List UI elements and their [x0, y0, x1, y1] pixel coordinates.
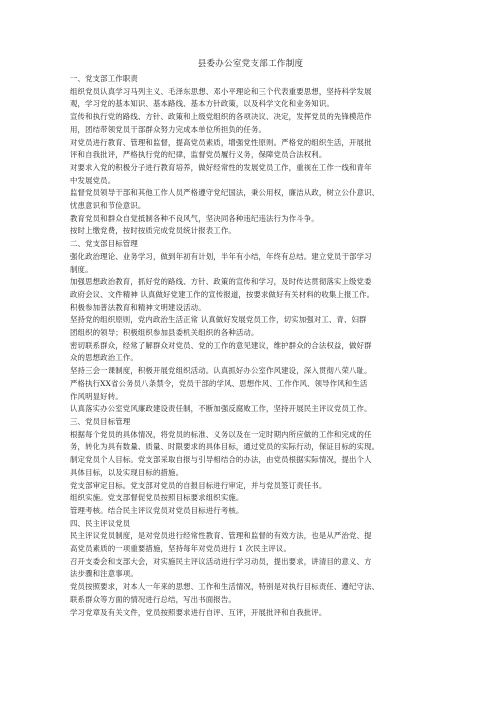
body-line: 强化政治理论、业务学习，做到年初有计划，半年有小结，年终有总结。建立党员干部学习	[70, 251, 372, 261]
body-line: 务，转化为具有数量、质量、时限要求的具体目标，通过党员的实际行动，保证目标的实现。	[70, 442, 380, 452]
body-line: 高党员素质的一项重要措施，坚持每年对党员进行 1 次民主评议。	[70, 544, 291, 554]
body-line: 教育党员和群众自觉抵制各种不良风气，坚决同各种违纪违法行为作斗争。	[70, 213, 319, 223]
body-line: 密切联系群众，经常了解群众对党员、党的工作的意见建议，维护群众的合法权益，做好群	[70, 340, 372, 350]
body-line: 制度。	[70, 264, 93, 274]
body-line: 团组织的领导；积极组织参加县委机关组织的各种活动。	[70, 328, 259, 338]
body-line: 法步骤和注意事项。	[70, 569, 138, 579]
body-line: 一、党支部工作职责	[70, 74, 138, 83]
body-line: 组织党员认真学习马列主义、毛泽东思想、邓小平理论和三个代表重要思想，坚持科学发展	[70, 86, 372, 96]
body-line: 二、党支部目标管理	[70, 239, 138, 249]
body-line: 监督党员领导干部和其他工作人员严格遵守党纪国法，秉公用权，廉洁从政，树立公仆意识、	[70, 188, 380, 198]
body-line: 党员按照要求，对本人一年来的思想、工作和生活情况，特别是对执行目标责任、遵纪守法、	[70, 582, 380, 592]
body-line: 观，学习党的基本知识、基本路线、基本方针政策，以及科学文化和业务知识。	[70, 99, 334, 109]
body-line: 对要求入党的积极分子进行教育培养，做好经常性的发展党员工作，重视在工作一线和青年	[70, 162, 372, 172]
document-title: 县委办公室党支部工作制度	[197, 59, 304, 69]
body-line: 学习党章及有关文件，党员按照要求进行自评、互评，开展批评和自我批评。	[70, 607, 327, 617]
body-line: 根据每个党员的具体情况，将党员的标准、义务以及在一定时期内所应做的工作和完成的任	[70, 429, 372, 439]
body-line: 制定党员个人目标。党支部采取自报与引导相结合的办法，由党员根据实际情况，提出个人	[70, 455, 372, 465]
body-line: 加强思想政治教育，抓好党的路线、方针、政策的宣传和学习，及时传达贯彻落实上级党委	[70, 277, 372, 287]
body-line: 召开支委会和支部大会，对实施民主评议活动进行学习动员，提出要求，讲清目的意义、方	[70, 556, 372, 566]
body-line: 坚持党的组织原则，党内政治生活正常 认真做好发展党员工作，切实加强对工、青、妇群	[70, 315, 367, 325]
body-line: 评和自我批评，严格执行党的纪律，监督党员履行义务，保障党员合法权利。	[70, 150, 327, 160]
document-body	[70, 73, 431, 619]
body-line: 党支部审定目标。党支部对党员的自报目标进行审定，并与党员签订责任书。	[70, 480, 327, 490]
body-line: 组织实施。党支部督促党员按照目标要求组织实施。	[70, 493, 244, 503]
body-line: 众的思想政治工作。	[70, 353, 138, 363]
body-line: 具体目标，以及实现目标的措施。	[70, 467, 184, 477]
body-line: 四、民主评议党员	[70, 518, 131, 528]
body-line: 积极参加普法教育和精神文明建设活动。	[70, 302, 206, 312]
body-line: 忧患意识和节俭意识。	[70, 201, 146, 211]
body-line: 三、党员目标管理	[70, 416, 131, 426]
body-line: 坚持三会一课制度，积极开展党组织活动。认真抓好办公室作风建设，深入贯彻八荣八耻。	[70, 366, 372, 376]
document-page	[70, 58, 431, 619]
body-line: 严格执行XX省公务员八条禁令，党员干部的学风、思想作风、工作作风、领导作风和生活	[70, 378, 368, 388]
body-line: 作风明显好转。	[70, 391, 123, 401]
body-line: 联系群众等方面的情况进行总结，写出书面报告。	[70, 594, 236, 604]
body-line: 按时上缴党费，按时按质完成党员统计报表工作。	[70, 226, 236, 236]
body-line: 民主评议党员制度，是对党员进行经常性教育、管理和监督的有效方法，也是从严治党、提	[70, 531, 372, 541]
body-line: 用，团结带领党员干部群众努力完成本单位所担负的任务。	[70, 124, 267, 134]
body-line: 对党员进行教育、管理和监督，提高党员素质，增强党性原则。严格党的组织生活，开展批	[70, 137, 372, 147]
body-line: 认真落实办公室党风廉政建设责任制，不断加强反腐败工作，坚持开展民主评议党员工作。	[70, 404, 372, 414]
body-line: 政府会议、文件精神 认真做好党建工作的宣传报道，按要求做好有关材料的收集上报工作。	[70, 289, 375, 299]
body-line: 中发展党员。	[70, 175, 116, 185]
body-line: 宣传和执行党的路线、方针、政策和上级党组织的各项决议、决定，发挥党员的先锋模范作	[70, 112, 372, 122]
body-line: 管理考核。结合民主评议党员对党员目标进行考核。	[70, 505, 244, 515]
